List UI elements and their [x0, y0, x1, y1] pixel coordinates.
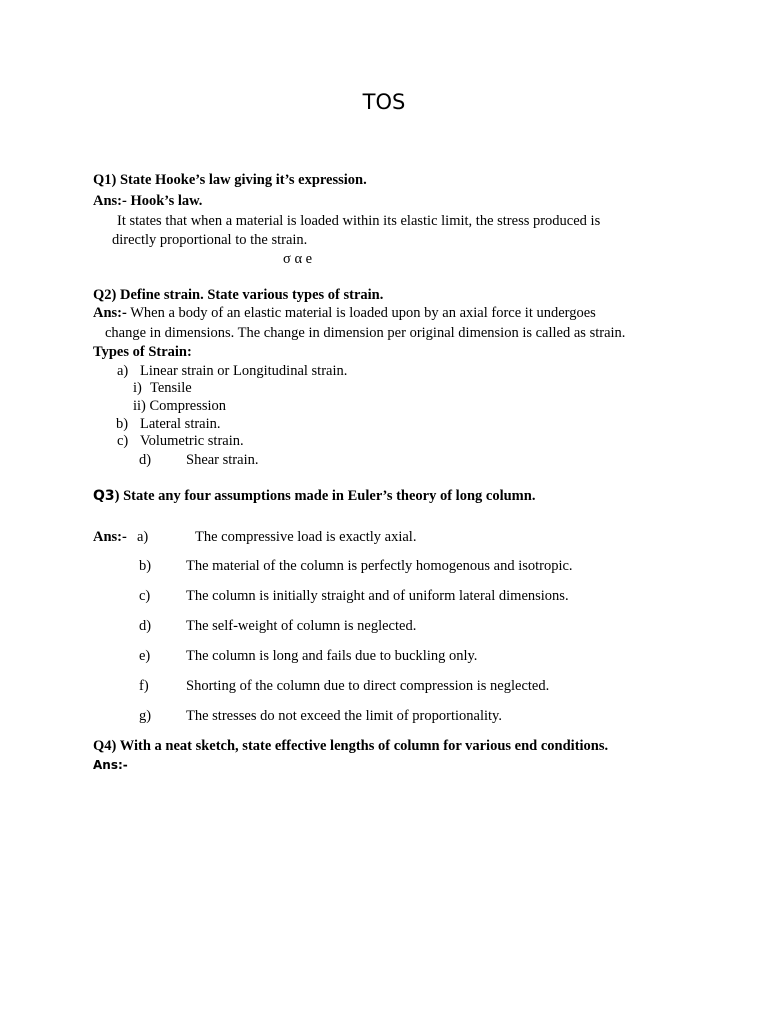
q2-type-a [117, 363, 348, 379]
q2-types-heading: Types of Strain: [93, 344, 192, 360]
q1-answer-line-1: It states that when a material is loaded within its elastic limit, the stress produced is [117, 213, 601, 229]
q3-answer-label: Ans:- [93, 529, 127, 545]
q2-type-d-label: d) [139, 452, 152, 468]
q3-item-c-text: The column is initially straight and of uniform lateral dimensions. [186, 588, 569, 604]
q2-type-ii-text: Compression [149, 398, 227, 414]
q3-item-f-label: f) [139, 678, 149, 694]
q3-prefix: Q3 [93, 488, 115, 504]
q1-question: Q1) State Hooke’s law giving it’s expression. [93, 172, 367, 188]
q2-type-i-text: Tensile [150, 380, 192, 396]
q2-type-i-label: i) [133, 380, 142, 396]
q4-question: Q4) With a neat sketch, state effective lengths of column for various end conditions. [93, 738, 609, 754]
q3-item-c-label: c) [139, 588, 151, 604]
q2-answer-line-2: change in dimensions. The change in dimension per original dimension is called as strain. [105, 325, 626, 341]
q3-item-b-label: b) [139, 558, 152, 574]
q3-item-g-label: g) [139, 708, 152, 724]
q3-item-g-text: The stresses do not exceed the limit of proportionality. [186, 708, 502, 724]
q2-type-d-text: Shear strain. [186, 452, 259, 468]
q3-item-d-text: The self-weight of column is neglected. [186, 618, 417, 634]
q1-answer-line-2: directly proportional to the strain. [112, 232, 308, 248]
q3-item-a-label: a) [137, 529, 149, 545]
q4-answer-label: Ans:- [93, 758, 128, 772]
q2-type-c-label: c) [117, 433, 129, 449]
q3-item-e-text: The column is long and fails due to buckling only. [186, 648, 478, 664]
q3-question [93, 489, 535, 504]
q2-type-a-label: a) [117, 363, 129, 379]
q2-answer-line-1 [93, 306, 596, 321]
q2-question: Q2) Define strain. State various types of strain. [93, 287, 384, 303]
q3-item-e-label: e) [139, 648, 151, 664]
q1-answer-heading: Ans:- Hook’s law. [93, 193, 203, 209]
q2-type-i [133, 380, 192, 396]
q3-item-b-text: The material of the column is perfectly homogenous and isotropic. [186, 558, 573, 574]
q1-formula: σ α e [283, 251, 313, 267]
q2-answer-label: Ans:- [93, 305, 127, 321]
q2-type-ii-label: ii) [133, 398, 146, 414]
q2-type-ii [133, 399, 226, 414]
q3-question-text: ) State any four assumptions made in Euler’s theory of long column. [114, 488, 536, 504]
q3-item-d-label: d) [139, 618, 152, 634]
q2-type-a-text: Linear strain or Longitudinal strain. [140, 363, 348, 379]
q3-item-a-text: The compressive load is exactly axial. [195, 529, 417, 545]
q2-type-c [117, 433, 244, 449]
q2-type-b [116, 416, 221, 432]
q2-type-d [139, 452, 259, 468]
q3-item-f-text: Shorting of the column due to direct compression is neglected. [186, 678, 550, 694]
document-title: TOS [362, 90, 406, 114]
q2-type-b-text: Lateral strain. [140, 416, 221, 432]
q2-answer-text-1: When a body of an elastic material is loaded upon by an axial force it undergoes [130, 305, 596, 321]
q2-type-b-label: b) [116, 416, 129, 432]
q2-type-c-text: Volumetric strain. [140, 433, 244, 449]
